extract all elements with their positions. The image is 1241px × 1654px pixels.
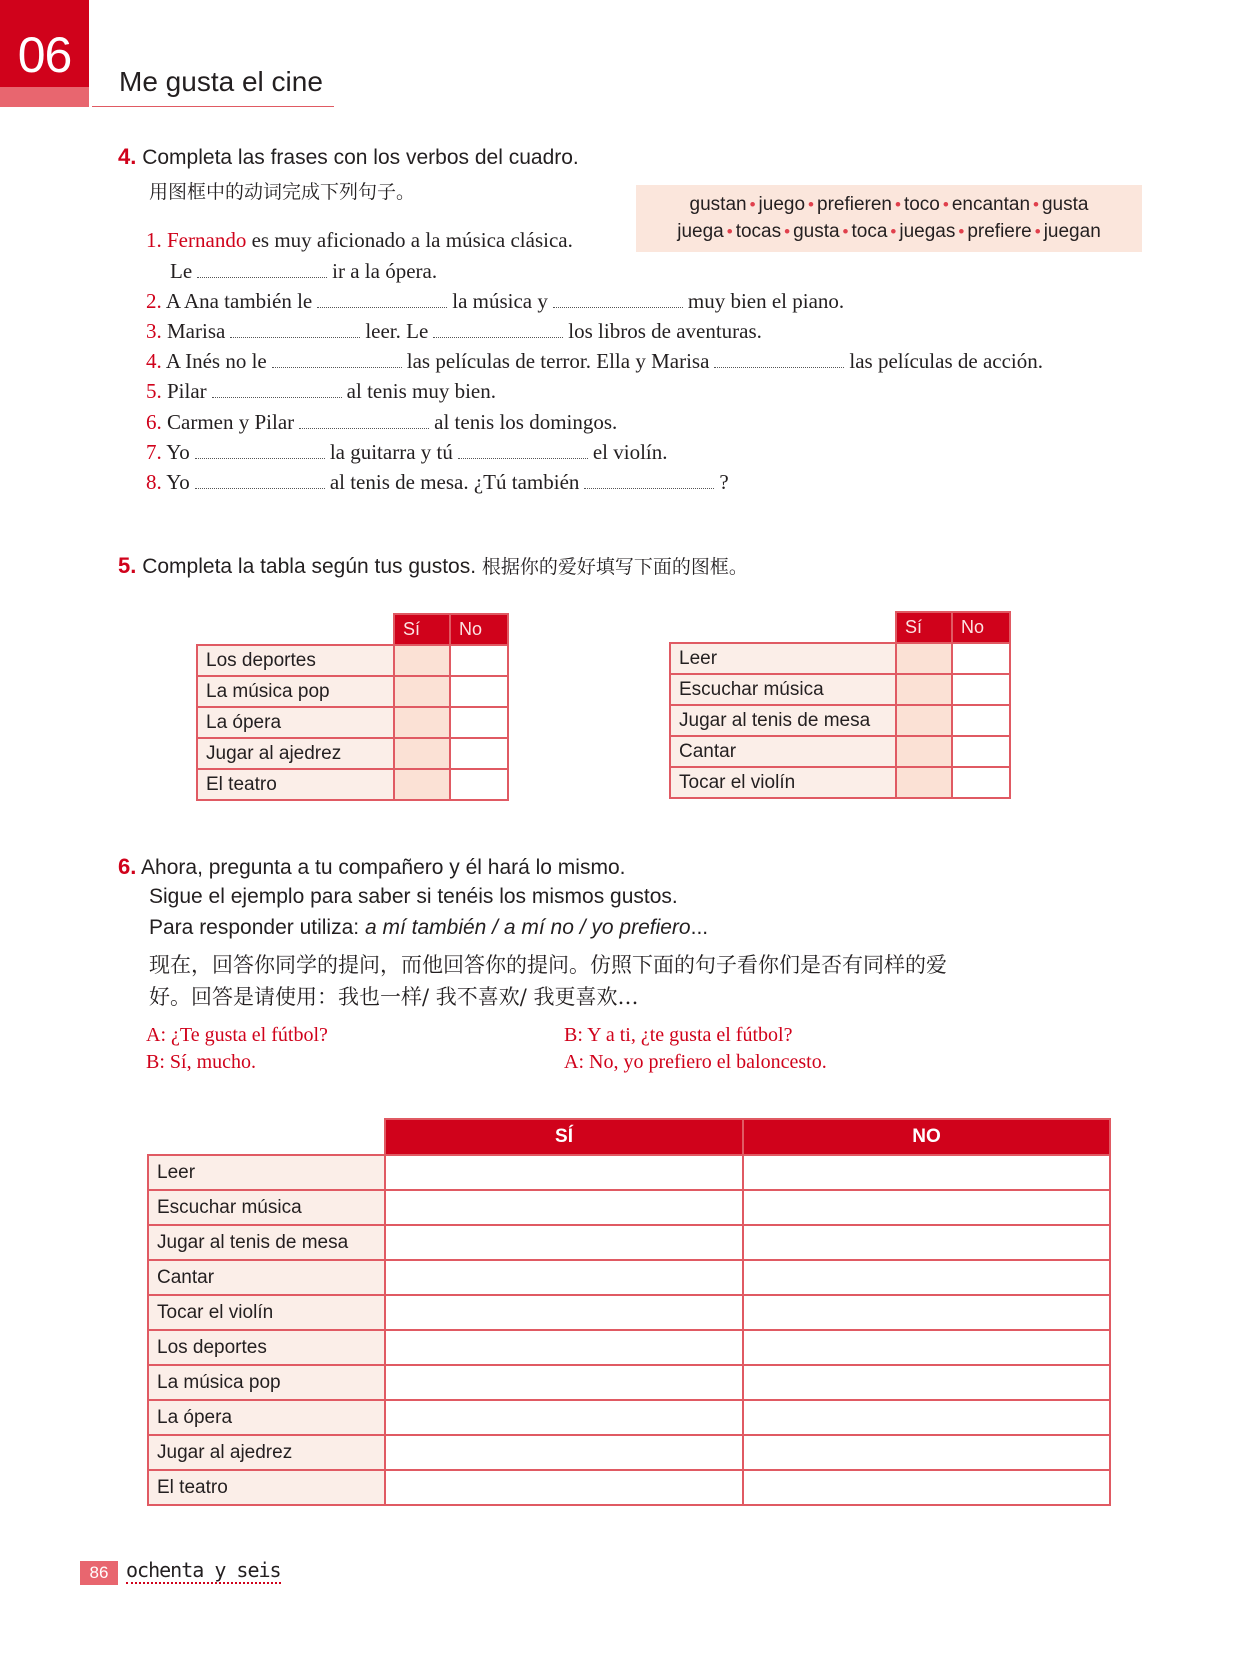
row-label: Leer (670, 643, 896, 674)
column-header-no: No (450, 614, 508, 645)
no-cell[interactable] (450, 738, 508, 769)
si-cell[interactable] (896, 736, 952, 767)
sentence-text: es muy aficionado a la música clásica. (246, 228, 573, 252)
row-label: Leer (148, 1155, 385, 1190)
sentence-text: ir a la ópera. (332, 259, 438, 283)
word: juegan (1043, 221, 1101, 242)
sentence-number: 5. (146, 379, 162, 403)
row-label: La ópera (148, 1400, 385, 1435)
no-cell[interactable] (450, 707, 508, 738)
sentence-text: el violín. (592, 440, 668, 464)
header-spacer (197, 614, 394, 645)
no-cell[interactable] (743, 1295, 1110, 1330)
sentence-text: al tenis los domingos. (434, 410, 618, 434)
answer-blank[interactable] (212, 386, 342, 398)
si-cell[interactable] (896, 767, 952, 798)
sentence-5 (146, 379, 496, 404)
bullet-icon: • (942, 195, 949, 214)
si-cell[interactable] (394, 645, 450, 676)
word: prefiere (967, 221, 1032, 242)
si-cell[interactable] (385, 1155, 743, 1190)
bullet-icon: • (1034, 222, 1041, 241)
sentence-6 (146, 410, 617, 435)
likes-table-1 (196, 613, 509, 801)
no-cell[interactable] (952, 643, 1010, 674)
ex5-title-cn: 根据你的爱好填写下面的图框。 (481, 556, 748, 578)
column-header-si: SÍ (385, 1119, 743, 1155)
si-cell[interactable] (385, 1190, 743, 1225)
row-label: Jugar al ajedrez (197, 738, 394, 769)
no-cell[interactable] (743, 1190, 1110, 1225)
header-spacer (148, 1119, 385, 1155)
column-header-si: Sí (394, 614, 450, 645)
row-label: Tocar el violín (670, 767, 896, 798)
word: juega (677, 221, 724, 242)
answer-blank[interactable] (458, 447, 588, 459)
sentence-number: 8. (146, 470, 162, 494)
sentence-text: las películas de terror. Ella y Marisa (406, 349, 710, 373)
row-label: Jugar al tenis de mesa (670, 705, 896, 736)
ex5-heading (118, 552, 748, 579)
no-cell[interactable] (952, 736, 1010, 767)
answer-blank[interactable] (299, 417, 429, 429)
row-label: La ópera (197, 707, 394, 738)
ex4-title-cn: 用图框中的动词完成下列句子。 (149, 181, 416, 203)
sentence-text: Marisa (167, 319, 226, 343)
word: tocas (735, 221, 782, 242)
ex5-number: 5. (118, 553, 137, 578)
row-label: La música pop (197, 676, 394, 707)
sentence-8 (146, 470, 729, 495)
unit-title: Me gusta el cine (119, 66, 323, 97)
si-cell[interactable] (896, 674, 952, 705)
no-cell[interactable] (952, 767, 1010, 798)
answer-blank[interactable] (714, 356, 844, 368)
sentence-text: A Inés no le (165, 349, 267, 373)
si-cell[interactable] (385, 1435, 743, 1470)
bullet-icon: • (895, 195, 901, 214)
answer-blank[interactable] (197, 266, 327, 278)
sentence-1b (170, 259, 437, 284)
bullet-icon: • (749, 195, 756, 214)
chapter-stripe (0, 87, 89, 107)
row-label: Cantar (148, 1260, 385, 1295)
word-box (636, 185, 1142, 252)
dialog-a2: A: No, yo prefiero el baloncesto. (564, 1051, 827, 1073)
row-label: El teatro (148, 1470, 385, 1505)
sentence-text: A Ana también le (165, 289, 313, 313)
si-cell[interactable] (385, 1295, 743, 1330)
row-label: Escuchar música (670, 674, 896, 705)
dialog-b1: B: Sí, mucho. (146, 1051, 257, 1073)
word: gusta (1041, 194, 1089, 215)
ex6-line-3-text: Para responder utiliza: (149, 916, 365, 939)
ex6-line-3-ellipsis: ... (690, 916, 709, 939)
answer-blank[interactable] (433, 326, 563, 338)
sentence-text: Yo (166, 440, 190, 464)
bullet-icon: • (1033, 195, 1039, 214)
likes-table-2 (669, 611, 1011, 799)
row-label: Cantar (670, 736, 896, 767)
sentence-number: 7. (146, 440, 162, 464)
column-header-no: NO (743, 1119, 1110, 1155)
page-number: 86 (80, 1561, 118, 1585)
si-cell[interactable] (385, 1365, 743, 1400)
word-box-line-1 (636, 191, 1142, 218)
no-cell[interactable] (743, 1400, 1110, 1435)
sentence-1 (146, 228, 573, 253)
sentence-text: las películas de acción. (849, 349, 1043, 373)
sentence-text: Yo (166, 470, 190, 494)
word: encantan (951, 194, 1031, 215)
bullet-icon: • (726, 222, 733, 241)
column-header-si: Sí (896, 612, 952, 643)
si-cell[interactable] (394, 769, 450, 800)
row-label: La música pop (148, 1365, 385, 1400)
row-label: El teatro (197, 769, 394, 800)
sentence-4 (146, 349, 1043, 374)
bullet-icon: • (842, 222, 849, 241)
no-cell[interactable] (743, 1260, 1110, 1295)
no-cell[interactable] (743, 1225, 1110, 1260)
answer-blank[interactable] (272, 356, 402, 368)
no-cell[interactable] (952, 674, 1010, 705)
si-cell[interactable] (896, 705, 952, 736)
sentence-text: al tenis muy bien. (346, 379, 496, 403)
si-cell[interactable] (394, 707, 450, 738)
word: toco (903, 194, 940, 215)
row-label: Los deportes (197, 645, 394, 676)
word: juegas (899, 221, 956, 242)
no-cell[interactable] (743, 1435, 1110, 1470)
bullet-icon: • (808, 195, 814, 214)
no-cell[interactable] (743, 1470, 1110, 1505)
no-cell[interactable] (450, 645, 508, 676)
ex6-number: 6. (118, 854, 137, 879)
row-label: Los deportes (148, 1330, 385, 1365)
answer-blank[interactable] (317, 296, 447, 308)
ex4-heading (118, 144, 579, 170)
word: prefieren (817, 194, 892, 215)
row-label: Jugar al ajedrez (148, 1435, 385, 1470)
page-number-words: ochenta y seis (126, 1558, 281, 1582)
column-header-no: No (952, 612, 1010, 643)
header-spacer (670, 612, 896, 643)
ex4-number: 4. (118, 144, 137, 169)
sentence-7 (146, 440, 668, 465)
word: gusta (793, 221, 840, 242)
si-cell[interactable] (385, 1225, 743, 1260)
sentence-text: la guitarra y tú (329, 440, 453, 464)
no-cell[interactable] (450, 769, 508, 800)
sentence-number: 4. (146, 349, 162, 373)
no-cell[interactable] (952, 705, 1010, 736)
unit-title-underline (92, 106, 334, 107)
answer-blank[interactable] (195, 477, 325, 489)
dialog-a1: A: ¿Te gusta el fútbol? (146, 1024, 328, 1046)
sentence-text: Carmen y Pilar (167, 410, 295, 434)
row-label: Jugar al tenis de mesa (148, 1225, 385, 1260)
no-cell[interactable] (743, 1330, 1110, 1365)
ex5-title: Completa la tabla según tus gustos. (142, 555, 477, 578)
si-cell[interactable] (385, 1260, 743, 1295)
ex6-cn-line-1: 现在，回答你同学的提问，而他回答你的提问。仿照下面的句子看你们是否有同样的爱 (149, 953, 947, 977)
ex6-line-3-options: a mí también / a mí no / yo prefiero (364, 916, 691, 939)
sentence-number: 6. (146, 410, 162, 434)
ex4-title: Completa las frases con los verbos del cuadro. (142, 146, 579, 169)
partner-likes-table (147, 1118, 1111, 1506)
sentence-2 (146, 289, 844, 314)
si-cell[interactable] (385, 1400, 743, 1435)
bullet-icon: • (784, 222, 791, 241)
si-cell[interactable] (385, 1470, 743, 1505)
sentence-text: ? (719, 470, 729, 494)
sentence-number: 1. (146, 228, 162, 252)
no-cell[interactable] (743, 1155, 1110, 1190)
sentence-text: los libros de aventuras. (568, 319, 762, 343)
no-cell[interactable] (743, 1365, 1110, 1400)
answer-blank[interactable] (553, 296, 683, 308)
sentence-text: Le (170, 259, 193, 283)
sentence-text: leer. Le (365, 319, 429, 343)
ex6-cn-line-2: 好。回答是请使用：我也一样/ 我不喜欢/ 我更喜欢… (149, 985, 639, 1009)
word: toca (851, 221, 888, 242)
ex6-line-2: Sigue el ejemplo para saber si tenéis los mismos gustos. (149, 885, 678, 908)
word: gustan (689, 194, 747, 215)
ex6-line-1: Ahora, pregunta a tu compañero y él hará lo mismo. (141, 856, 626, 879)
answer-blank[interactable] (584, 477, 714, 489)
row-label: Tocar el violín (148, 1295, 385, 1330)
sentence-text: la música y (452, 289, 548, 313)
sentence-number: 3. (146, 319, 162, 343)
sentence-number: 2. (146, 289, 162, 313)
sentence-3 (146, 319, 762, 344)
si-cell[interactable] (385, 1330, 743, 1365)
sentence-text: muy bien el piano. (687, 289, 845, 313)
sentence-text: al tenis de mesa. ¿Tú también (329, 470, 580, 494)
si-cell[interactable] (394, 676, 450, 707)
word: juego (758, 194, 806, 215)
ex6-line-3 (149, 916, 708, 940)
si-cell[interactable] (394, 738, 450, 769)
answer-blank[interactable] (230, 326, 360, 338)
row-label: Escuchar música (148, 1190, 385, 1225)
dialog-b2: B: Y a ti, ¿te gusta el fútbol? (564, 1024, 793, 1046)
bullet-icon: • (890, 222, 897, 241)
example-name: Fernando (167, 228, 247, 252)
no-cell[interactable] (450, 676, 508, 707)
sentence-text: Pilar (167, 379, 207, 403)
bullet-icon: • (958, 222, 965, 241)
ex6-heading (118, 854, 625, 880)
chapter-number: 06 (0, 0, 89, 87)
word-box-line-2 (636, 218, 1142, 245)
si-cell[interactable] (896, 643, 952, 674)
answer-blank[interactable] (195, 447, 325, 459)
